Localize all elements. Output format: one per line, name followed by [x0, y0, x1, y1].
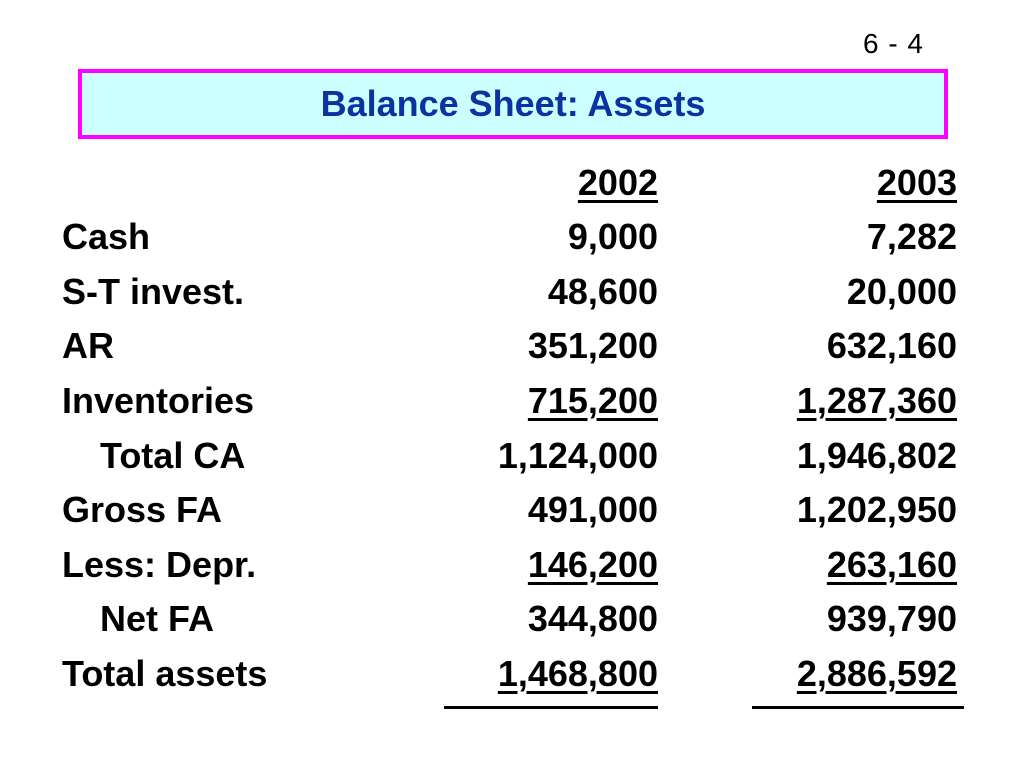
row-label: Total assets — [62, 653, 268, 694]
table-row — [0, 431, 1024, 481]
table-row — [0, 376, 1024, 426]
value-2002: 146,200 — [527, 544, 658, 585]
table-row — [0, 594, 1024, 644]
value-2002: 9,000 — [567, 216, 658, 257]
value-2003: 1,946,802 — [796, 435, 957, 476]
row-label: S-T invest. — [62, 271, 245, 312]
slide-number: 6 - 4 — [862, 28, 924, 59]
year-header-2002: 2002 — [577, 162, 658, 203]
row-label: Net FA — [100, 598, 215, 639]
value-2003: 2,886,592 — [796, 653, 957, 694]
value-2002: 344,800 — [527, 598, 658, 639]
value-2002: 1,468,800 — [497, 653, 658, 694]
table-row — [0, 321, 1024, 371]
table-row — [0, 540, 1024, 590]
value-2002: 491,000 — [527, 489, 658, 530]
year-header-2003: 2003 — [876, 162, 957, 203]
value-2003: 7,282 — [866, 216, 957, 257]
row-label: AR — [62, 325, 114, 366]
row-label: Less: Depr. — [62, 544, 257, 585]
title-box — [78, 69, 948, 139]
double-underline-2002 — [444, 706, 658, 709]
value-2002: 351,200 — [527, 325, 658, 366]
double-underline-2003 — [752, 706, 964, 709]
value-2003: 20,000 — [846, 271, 957, 312]
row-label: Cash — [62, 216, 151, 257]
value-2002: 48,600 — [547, 271, 658, 312]
value-2002: 1,124,000 — [497, 435, 658, 476]
year-header-row — [0, 158, 1024, 208]
table-row — [0, 485, 1024, 535]
table-row — [0, 212, 1024, 262]
table-row — [0, 267, 1024, 317]
value-2003: 1,287,360 — [796, 380, 957, 421]
value-2002: 715,200 — [527, 380, 658, 421]
slide-title: Balance Sheet: Assets — [320, 83, 706, 124]
row-label: Gross FA — [62, 489, 223, 530]
value-2003: 939,790 — [826, 598, 957, 639]
value-2003: 632,160 — [826, 325, 957, 366]
row-label: Inventories — [62, 380, 255, 421]
value-2003: 263,160 — [826, 544, 957, 585]
table-row — [0, 649, 1024, 699]
value-2003: 1,202,950 — [796, 489, 957, 530]
row-label: Total CA — [100, 435, 246, 476]
